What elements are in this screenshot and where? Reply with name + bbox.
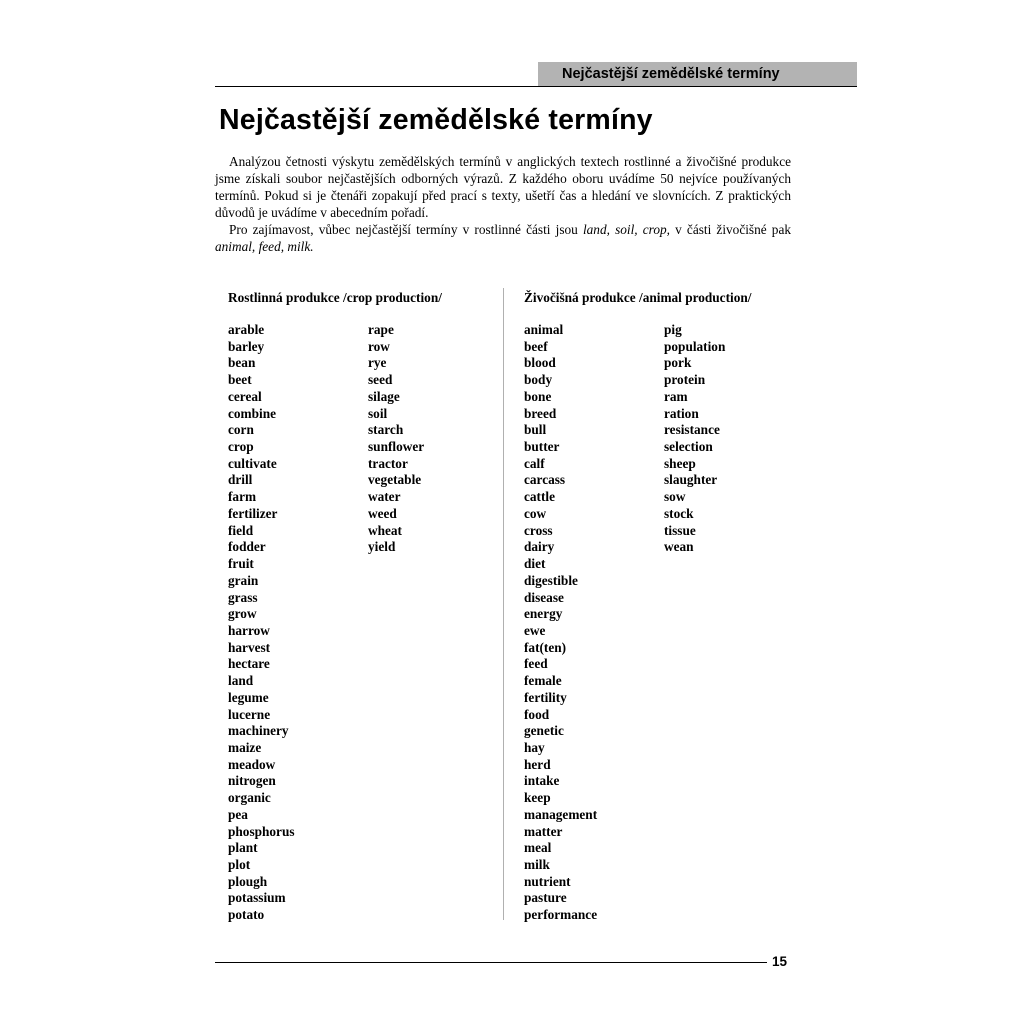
term-item: grass <box>228 589 258 605</box>
page-title: Nejčastější zemědělské termíny <box>219 104 653 136</box>
term-item: grain <box>228 572 259 588</box>
term-item: corn <box>228 422 254 438</box>
term-item: legume <box>228 689 269 705</box>
term-item: food <box>524 706 550 722</box>
term-item: harrow <box>228 622 270 638</box>
running-header-title: Nejčastější zemědělské termíny <box>562 66 780 82</box>
term-item: farm <box>228 489 257 505</box>
animal-section-heading: Živočišná produkce /animal production/ <box>524 290 752 305</box>
term-item: genetic <box>524 723 564 739</box>
term-item: hay <box>524 739 545 755</box>
term-item: pork <box>664 355 692 371</box>
term-item: cattle <box>524 489 556 505</box>
term-item: beef <box>524 338 548 354</box>
term-item: cross <box>524 522 553 538</box>
term-item: rape <box>368 322 394 337</box>
term-item: blood <box>524 355 556 371</box>
term-item: stock <box>664 505 694 521</box>
term-item: selection <box>664 439 713 455</box>
term-item: meal <box>524 840 552 856</box>
term-item: animal <box>524 322 564 337</box>
term-item: fruit <box>228 556 254 572</box>
term-item: maize <box>228 739 262 755</box>
term-item: fodder <box>228 539 266 555</box>
term-item: beet <box>228 372 252 388</box>
term-item: meadow <box>228 756 276 772</box>
term-item: seed <box>368 372 393 388</box>
term-item: pig <box>664 322 682 337</box>
term-item: cultivate <box>228 455 277 471</box>
term-item: combine <box>228 405 277 421</box>
term-item: dairy <box>524 539 555 555</box>
term-item: bone <box>524 388 552 404</box>
term-item: silage <box>368 388 400 404</box>
term-item: breed <box>524 405 557 421</box>
term-item: fat(ten) <box>524 639 567 655</box>
term-item: ration <box>664 405 699 421</box>
term-item: resistance <box>664 422 720 438</box>
term-item: potato <box>228 907 265 923</box>
page-number: 15 <box>772 954 788 969</box>
term-item: sow <box>664 489 686 505</box>
term-item: diet <box>524 556 546 572</box>
term-item: machinery <box>228 723 289 739</box>
term-item: population <box>664 338 726 354</box>
term-item: potassium <box>228 890 286 906</box>
term-item: grow <box>228 606 257 622</box>
term-item: keep <box>524 790 551 806</box>
term-item: fertilizer <box>228 505 278 521</box>
term-item: wean <box>664 539 694 555</box>
term-item: row <box>368 338 390 354</box>
term-item: cow <box>524 505 547 521</box>
term-item: land <box>228 673 254 689</box>
term-item: energy <box>524 606 563 622</box>
term-item: performance <box>524 907 598 923</box>
term-item: crop <box>228 439 254 455</box>
term-item: protein <box>664 372 706 388</box>
term-item: drill <box>228 472 253 488</box>
term-item: sunflower <box>368 439 425 455</box>
header-rule <box>215 86 857 87</box>
term-item: plough <box>228 873 268 889</box>
term-item: phosphorus <box>228 823 295 839</box>
term-item: calf <box>524 455 545 471</box>
animal-terms-column-1 <box>524 322 597 924</box>
term-item: barley <box>228 338 265 354</box>
term-item: water <box>368 489 401 505</box>
term-item: tractor <box>368 455 408 471</box>
term-item: digestible <box>524 572 578 588</box>
term-item: feed <box>524 656 548 672</box>
term-item: ram <box>664 388 688 404</box>
term-item: management <box>524 806 598 822</box>
term-item: milk <box>524 857 550 872</box>
crop-section-heading: Rostlinná produkce /crop production/ <box>228 290 442 305</box>
term-item: tissue <box>664 522 696 538</box>
term-item: wheat <box>368 522 402 538</box>
term-item: matter <box>524 823 563 839</box>
term-item: sheep <box>664 455 696 471</box>
crop-terms-column-1 <box>228 322 295 924</box>
intro-lead: Pro zajímavost, vůbec nejčastější termíny v rostlinné části jsou <box>229 222 583 237</box>
animal-terms-column-2 <box>664 322 725 556</box>
running-header <box>538 62 857 87</box>
intro-paragraph-2 <box>215 221 791 255</box>
term-item: nitrogen <box>228 773 276 789</box>
term-item: starch <box>368 422 404 438</box>
intro-paragraph-1: Analýzou četnosti výskytu zemědělských termínů v anglických textech rostlinné a živočišné produkce jsme získali soubor nejčastějších odborných výrazů. Z každého oboru uvádíme 50 nejvíce používaných termínů. Pokud si je čtenáři zopakují před prací s texty, ušetří čas a hledání ve slovnících. Z praktických důvodů je uvádíme v abecedním pořadí. <box>215 154 791 220</box>
term-item: rye <box>368 355 387 371</box>
term-item: female <box>524 673 562 689</box>
term-item: soil <box>368 405 388 421</box>
term-item: bull <box>524 422 547 438</box>
term-item: slaughter <box>664 472 718 488</box>
term-item: weed <box>368 505 397 521</box>
term-item: organic <box>228 790 271 806</box>
column-divider <box>503 288 504 920</box>
term-item: pasture <box>524 890 567 906</box>
term-item: field <box>228 522 254 538</box>
term-item: vegetable <box>368 472 422 488</box>
term-item: plot <box>228 857 251 872</box>
term-item: lucerne <box>228 706 271 722</box>
term-item: fertility <box>524 689 567 705</box>
term-item: harvest <box>228 639 271 655</box>
term-item: yield <box>368 539 396 555</box>
term-item: herd <box>524 756 551 772</box>
term-item: hectare <box>228 656 270 672</box>
term-item: body <box>524 372 553 388</box>
footer-rule <box>215 962 767 963</box>
animal-top-terms: animal, feed, milk. <box>215 239 314 254</box>
term-item: pea <box>228 806 248 822</box>
crop-top-terms: land, soil, crop, <box>582 222 670 237</box>
intro-text <box>215 153 791 255</box>
crop-terms-column-2 <box>368 322 424 556</box>
term-item: cereal <box>228 388 262 404</box>
term-item: intake <box>524 773 560 789</box>
term-item: ewe <box>524 622 546 638</box>
term-item: plant <box>228 840 258 856</box>
term-item: butter <box>524 439 560 455</box>
term-item: bean <box>228 355 256 371</box>
term-item: carcass <box>524 472 566 488</box>
intro-middle: v části živočišné pak <box>669 222 791 237</box>
term-item: disease <box>524 589 564 605</box>
term-item: arable <box>228 322 265 337</box>
term-item: nutrient <box>524 873 571 889</box>
